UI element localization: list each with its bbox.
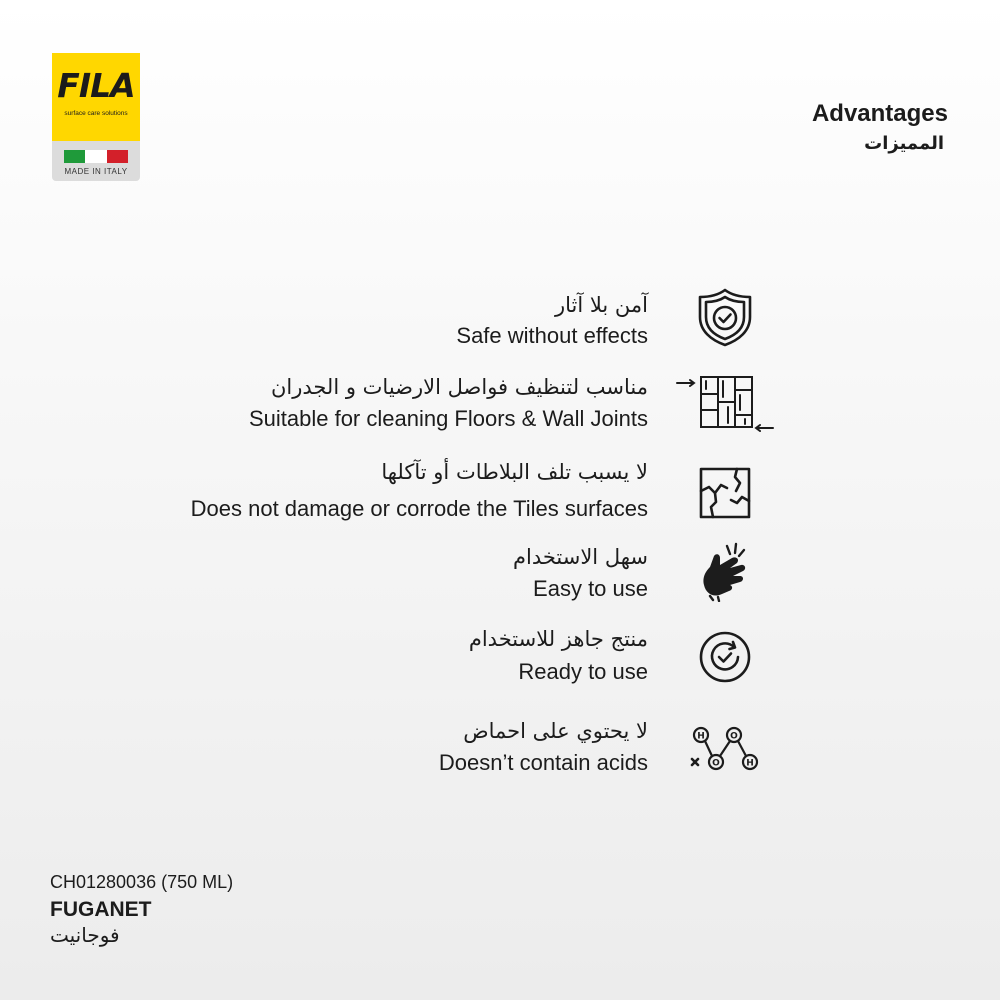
ready-check-icon bbox=[698, 630, 752, 684]
logo-tagline: surface care solutions bbox=[64, 110, 128, 117]
advantage-4-ar: سهل الاستخدام bbox=[512, 545, 648, 569]
product-name-en: FUGANET bbox=[50, 898, 152, 921]
advantage-5-ar: منتج جاهز للاستخدام bbox=[468, 627, 648, 651]
advantage-3-ar: لا يسبب تلف البلاطات أو تآكلها bbox=[381, 460, 648, 484]
product-name-ar: فوجانيت bbox=[50, 923, 120, 947]
finger-snap-icon bbox=[700, 540, 750, 602]
fila-logo bbox=[52, 53, 140, 181]
advantage-1-en: Safe without effects bbox=[456, 323, 648, 348]
advantage-5-en: Ready to use bbox=[518, 659, 648, 684]
svg-text:O: O bbox=[712, 758, 720, 769]
advantage-2-en: Suitable for cleaning Floors & Wall Joints bbox=[248, 406, 648, 431]
no-acid-molecule-icon bbox=[688, 723, 762, 775]
advantage-6-ar: لا يحتوي على احماض bbox=[463, 719, 648, 743]
product-code: CH01280036 (750 ML) bbox=[50, 872, 234, 892]
svg-text:H: H bbox=[746, 758, 754, 769]
advantage-6-en: Doesn’t contain acids bbox=[438, 750, 648, 775]
made-in-italy-label: MADE IN ITALY bbox=[64, 167, 128, 176]
svg-text:O: O bbox=[730, 731, 738, 742]
italy-flag-icon bbox=[64, 150, 128, 163]
advantage-3-en: Does not damage or corrode the Tiles surfaces bbox=[190, 496, 648, 521]
tile-joints-icon bbox=[676, 373, 774, 435]
advantage-2-ar: مناسب لتنظيف فواصل الارضيات و الجدران bbox=[270, 375, 648, 399]
advantages-title-en: Advantages bbox=[811, 100, 948, 127]
cracked-tile-icon bbox=[699, 467, 751, 519]
logo-wordmark: FILA bbox=[57, 66, 135, 105]
advantage-1-ar: آمن بلا آثار bbox=[554, 293, 648, 317]
made-in-italy-badge bbox=[52, 141, 140, 181]
advantages-title-ar: المميزات bbox=[864, 133, 944, 154]
svg-text:H: H bbox=[697, 731, 705, 742]
logo-yellow-panel bbox=[52, 53, 140, 141]
advantage-4-en: Easy to use bbox=[533, 576, 648, 601]
shield-check-icon bbox=[697, 287, 753, 347]
